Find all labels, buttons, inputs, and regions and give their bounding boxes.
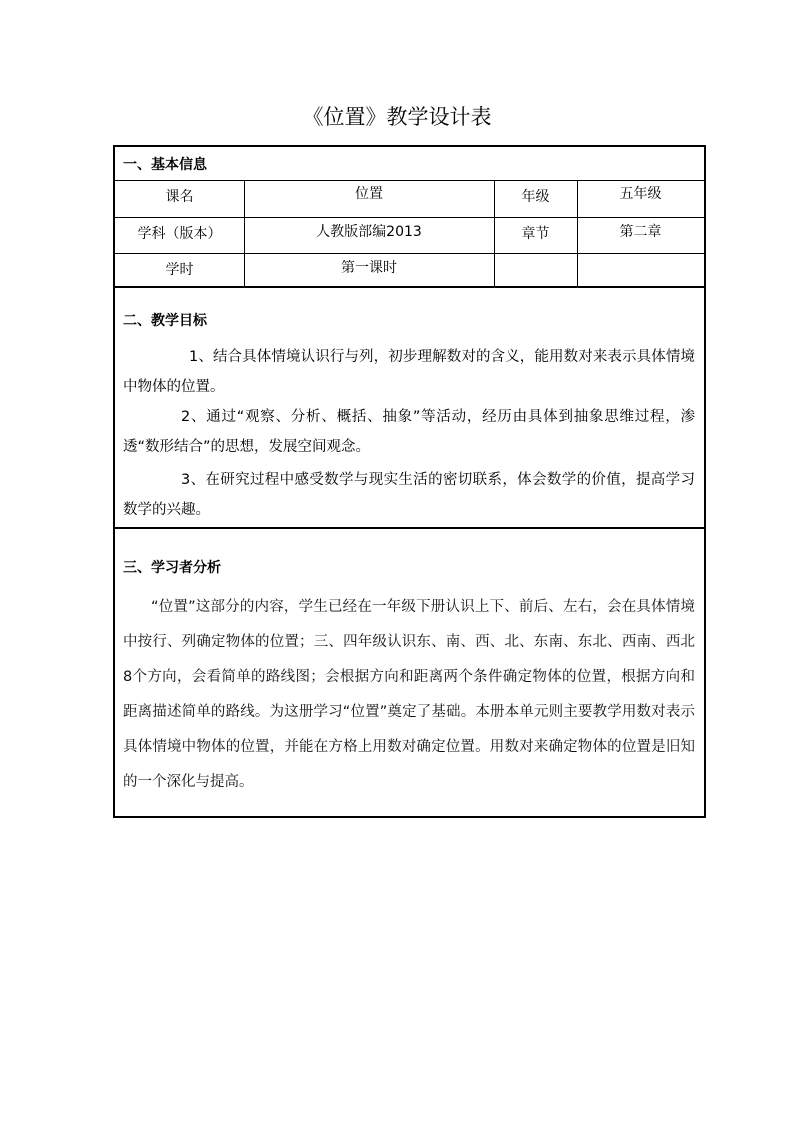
value-subject-version: 人教版部编2013: [316, 224, 422, 240]
value-chapter: 第二章: [619, 224, 662, 240]
objective-item: 2、通过“观察、分析、概括、抽象”等活动，经历由具体到抽象思维过程，渗透“数形结合”的思想，发展空间观念。: [123, 409, 695, 455]
page-title: 《位置》教学设计表: [302, 105, 492, 129]
table-rule: [115, 180, 704, 181]
value-class-hours: 第一课时: [341, 260, 397, 276]
label-class-hours: 学时: [165, 262, 194, 278]
value-course-name: 位置: [355, 186, 383, 202]
design-table: [113, 145, 706, 818]
section-divider: [115, 527, 704, 529]
label-chapter: 章节: [521, 226, 550, 242]
label-subject-version: 学科（版本）: [137, 226, 222, 242]
value-grade: 五年级: [619, 186, 662, 202]
learner-analysis-text: “位置”这部分的内容，学生已经在一年级下册认识上下、前后、左右，会在具体情境中按行、列确定物体的位置；三、四年级认识东、南、西、北、东南、东北、西南、西北8个方向，会看简单的路线图；会根据方向和距离两个条件确定物体的位置，根据方向和距离描述简单的路线。为这册学习“位置”奠定了基础。本册本单元则主要教学用数对表示具体情境中物体的位置，并能在方格上用数对确定位置。用数对来确定物体的位置是旧知的一个深化与提高。: [123, 599, 695, 790]
section-heading-objectives: 二、教学目标: [123, 313, 207, 329]
table-rule: [115, 217, 704, 218]
objective-item: 3、在研究过程中感受数学与现实生活的密切联系，体会数学的价值，提高学习数学的兴趣。: [123, 472, 695, 518]
label-grade: 年级: [521, 189, 550, 205]
label-course-name: 课名: [165, 189, 194, 205]
section-heading-basic-info: 一、基本信息: [123, 157, 207, 173]
objective-item: 1、结合具体情境认识行与列，初步理解数对的含义，能用数对来表示具体情境中物体的位置。: [123, 349, 695, 395]
section-heading-learner-analysis: 三、学习者分析: [123, 560, 221, 576]
section-divider: [115, 286, 704, 288]
table-rule: [115, 253, 704, 254]
